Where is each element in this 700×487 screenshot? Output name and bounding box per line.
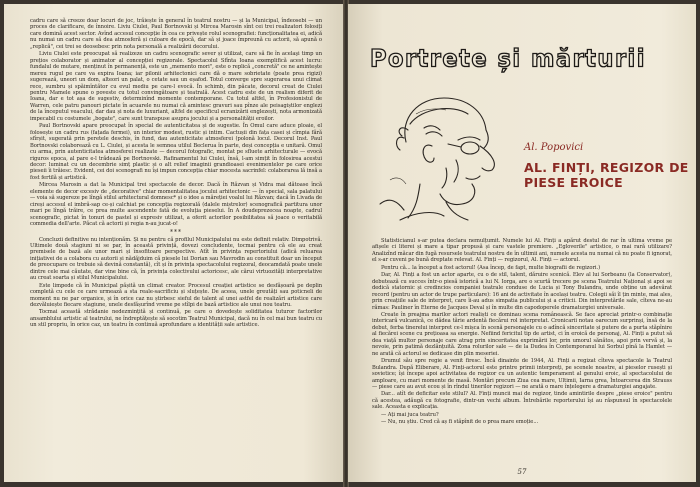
left-text-column: [30, 18, 322, 330]
left-paragraph: cadru care să creeze doar locuri de joc, trăiește în general în teatrul nostru — și la Municipal, îndeosebi — un proces de clarificare, de înnoire. Liviu Ciulei, Paul Bortnovski și Mircea Marosin sînt cei trei realizatori folosiți care domină acest sector. Avînd accesul concepție în cea ce privește rolul scenografiei: funcționalitatea ei, adică nu numai un cadru care să dea atmosferă și culoare de epocă, dar să și joace împreună cu actorii, să apună o „replică", cei trei se deosebesc prin nota personală a realizării decorului.: [30, 18, 322, 50]
left-paragraph: Mircea Marosin a dat la Municipal trei spectacole de decor. Dacă în Răzvan și Vidra mai dătoase încă elemente de decor excesiv de „decorative" chiar momentalitatea jocului arhitectonic — în special, sala palatului — voia să sugereze pe lîngă stilul arhitectural domnesc* și o idee a măreției voalul lui Răzvan; dacă în Livada de cireși accesul el imbră-sap ce-și calchiat pe concepția regizorală (dalele mistrelor) scenografică partitura unor mari pe lîngă trăire, ce prea multe ascendente fată de evoluția pieselui. În A doudeprezecea noapte, cadrul scenografic, pictat în tonuri de pastel și expresiv utilizat, a oferit actorilor posibilitatea să joace o veritabilă commedia dell'arte. Păcat că actorii și regia n-au jucat-o!: [30, 182, 322, 228]
left-page: [4, 4, 344, 482]
left-paragraph: Este limpede că în Municipal pășită un climat creator. Procesul creației artistice se desfășoară pe deplin completă cu cele ce care urmează a sta reale-sacrificiu și sluțește. De aceea, unele greutăți sau poticneli de moment nu ne par organice, și în orice caz nu știrbesc sieful de talent al unei astfel de realizări artistice care dezvăluiește fiecare stagiune, unele desfășurînd vreme pe stîlpi de bază artistice ale unui nou teatru.: [30, 282, 322, 309]
caricature-portrait: [360, 84, 508, 224]
right-paragraph: — Ați mai juca teatru?: [381, 411, 439, 418]
right-paragraph: Drumul său spre regie a venit firesc. Încă dinainte de 1944, Al. Finți a regizat cîteva spectacole la Teatrul Bulandra. După Eliberare, Al. Finți-actorul este printre primii interpreți, pe scenele noastre, ai pieselor rusești și sovietice; își începe apoi activitatea de regizor cu un autentic temperament al genului eroic, al spectacolului de amploare, cu mari momente de masă. Montări precum Ziua cea mare, Ultimii, Iarna grea, Întoarcerea din Strauss — piese care au avut ecou și în rîndul tinerilor regizori — ne arată o mare înțelegere a dramaturgiei angajate.: [372, 358, 672, 390]
right-text-column: [372, 238, 672, 427]
right-paragraph: Dar... atît de deficitar este stilul? Al. Finți muncii mai de regizor, tinde amintirile despre „piese eroice" pentru că acestea, adăugă cu fotografie, dintr-un vechi album. Întrebările reporterului își au răspunsul în spectacolele sale. Aceasta e explicația.: [372, 391, 672, 411]
right-paragraph: Pentru că... la început a fost actorul! (Asa încep, de fapt, multe biografii de regizori.): [381, 264, 601, 271]
right-paragraph: — Nu, nu știu. Cred că aș fi stăpînit de o prea mare emoție...: [381, 419, 539, 426]
right-paragraph: Statisticianul s-ar putea declara nemulțumit. Numele lui Al. Finți a apărut destul de rar în ultima vreme pe afișele ci literei și mare a tipar propusă și care vastele premiere. „Egloverile" artistice, o mai rară utilizare? Analizînd măcar din fugă resursele teatrului nostru de în ultimii ani, numele acesta nu numai că nu poate fi ignorat, el s-ar cuveni pe bună dreptate relevat. Al. Finți — regizorul, Al. Finți — actorul.: [372, 238, 673, 264]
section-banner-text: Portrete și mărturii: [370, 45, 646, 73]
article-title: AL. FINȚI, REGIZOR DE PIESE EROICE: [524, 160, 689, 190]
section-separator: ***: [170, 228, 182, 236]
page-number: 57: [517, 468, 527, 476]
left-paragraph: Paul Bortnovski apare preocupat în special de autenticitatea și de sugestie. În Omul care aduce ploaie, el folosește un cadru rus (fațada fermei), un interior modest, rustic și intim. Cactușii din fața casei și cîmpia fără sfîrșit, sugerată prin peretele deschis, în fund, dau autenticitate atmosferei (polonă locul. Decorul Inst. Paul Bortnovski colaborează cu L. Ciulei, și acesta le semnea utilul Beclerua în parte, deși concepția e unitară. Omul cu arma, prin autenticitatea atmosferei realizate — decorul fotografic, montat pe sfluete arhitecturale — evocă riguros epoca, al pare e-l trădează pe Bortnovski. Rafinamentul lui Ciulei, însă, l-am simțit în folosirea acestui decor: luminat cu un decembrie simț plastic și o alt relief imaginii grandioasei evenimentelor pe care orice pieseii îi trăiesc. Evident, cei doi scenografi nu își impun concepția chiar mocesta sacrinfel: colaborarea lă insă a fost fertilă și artistică.: [30, 123, 323, 181]
article-author: Al. Popovici: [524, 142, 584, 153]
right-paragraph: Create în preajma marilor actori realiști ce dominau scena românească. Se face apreciat printr-o combinație intericară vulcanică, ce dădea tărie ardentă fiecărui rol interpretat. Cronicarii notau oarecum surprinși, însă de la debut, ferba tinerelui interpret ce-l mișca în scenă personajele cu o adîncă sinceritate și putere de a purta stăpînire al fiecărei scene cu prețioasa sa energie. Nefiind fericitul tip de artist, ci în eroică de personaj, Al. Finți a putut să dea viață multor personaje care atrag prin sinceritatea exprimării lor, prin umorul sănătos, apoi prin vervă și, la nevoie, prin patimă dezlănțuită. Zona rolurilor sale — de la Dudea în Contemporanul lui Sorbul pînă la Hamlet — ne arată că actorul se dedicase din plin meseriei.: [372, 311, 672, 357]
section-banner: [370, 46, 682, 76]
left-paragraph: Tocmai această strădanie nedezmințită și continuă, pe care o dovedește soliditatea tuturor factorilor ansamblului artistic al teatrului, ne îndreptățește să socotim Teatrul Municipal, dacă nu în cel mai bun teatru cu un stil propriu, în orice caz, un teatru în continuă aprofundare a identității sale artistice.: [30, 309, 322, 329]
right-page: [348, 4, 696, 482]
right-paragraph: Dar, Al. Finți a fost un actor aparte, cu o de stil, talent, dăruire scenică. Elev al lui Sorbeanu (la Conservator), debutează cu succes într-o piesă istorică a lui N. Iorga, are o scurtă trecere pe scena Teatrului Național și apoi se dedică statornic și credincios companiei teatrale conduse de Lucia și Tony Bulandra, unde obține un adevărat record (pentru un actor de trupe particulare): 16 ani de activitate în același teatru. Colegii săi îl țin minte, mai ales, prin creațiile sale de interpret, care îi-au adus simpatia publicului și a criticii. Din interpretările sale, cîteva ne-au rămas: Pauliner în Eterne de Jacques Deval și în multe din capodoperele dramaturgiei universale.: [372, 272, 672, 311]
left-paragraph: Liviu Ciulei este preocupat să realizeze un cadru scenografic sever și utilizat, care să fie în acelaşi timp un prețios colaborator și animator al concepției regizorale. Spectacolul Sfînta Ioana exemplifică acest lucru: fundalul de mutare, menținut în permanență, este un „memento mori", este o replică „concretă" ce ne amintește mereu rugul pe care va expira Ioana; iar pilonii arhitectonici care dă o mare sobrietate (poate prea rigizi) sugerează, uneori un dom, alteori un palat, o cetate sau un eșafod. Totul converge spre sugerarea unui climat rece, sumbru și spăimîntător cu evul mediu pe care-l evocă. În schimb, din păcate, decorul creat de Ciulei pentru Mamele spune o poveste cu totul convingătoare și teatrală. Acest cadru este de un realism diferit de Ioana, dar e tot așa de sugestiv, determinînd momente contemporane. Cu totul altfel, în Profesionistul de Warren, cele patru panouri pictate în acuarele nu numai că amintesc gravuri sau pînze ale peisagiștilor englezi de la începutul veacului, dar dau și nota de luxuriant, altfel de specificul ecranizării englezești, nota armonizată impecabil cu costumele „bogate", care sunt transpuse asupra jocului și a personalității eroilor.: [30, 51, 322, 122]
left-paragraph: Concluzii definitive nu intenționăm. Și nu pentru că profilul Municipalului nu este definit relativ. Dimpotrivă. Ultimele două stagiuni ni se par, în această privință, dovezi concludente, tocmai pentru că ele au creat premisele de bază ale unor mari și însofitoare perspective. Atît în privința repertoriului (adică reluarea inițiativei de a colabora cu autorii și nădăjduim că piesele lui Dorian sau Mavrodin au constituit doar un început de preocupare ce trebuie să devină constantă), cît și în privința spectacolului regizoral, deocamdată poate unele dintre cele mai căutate, dar vine bine că, în privința colectivului actoricesc, ale cărui virtuozități interpretative au creat soarta și stilul Municipalului.: [30, 236, 322, 282]
